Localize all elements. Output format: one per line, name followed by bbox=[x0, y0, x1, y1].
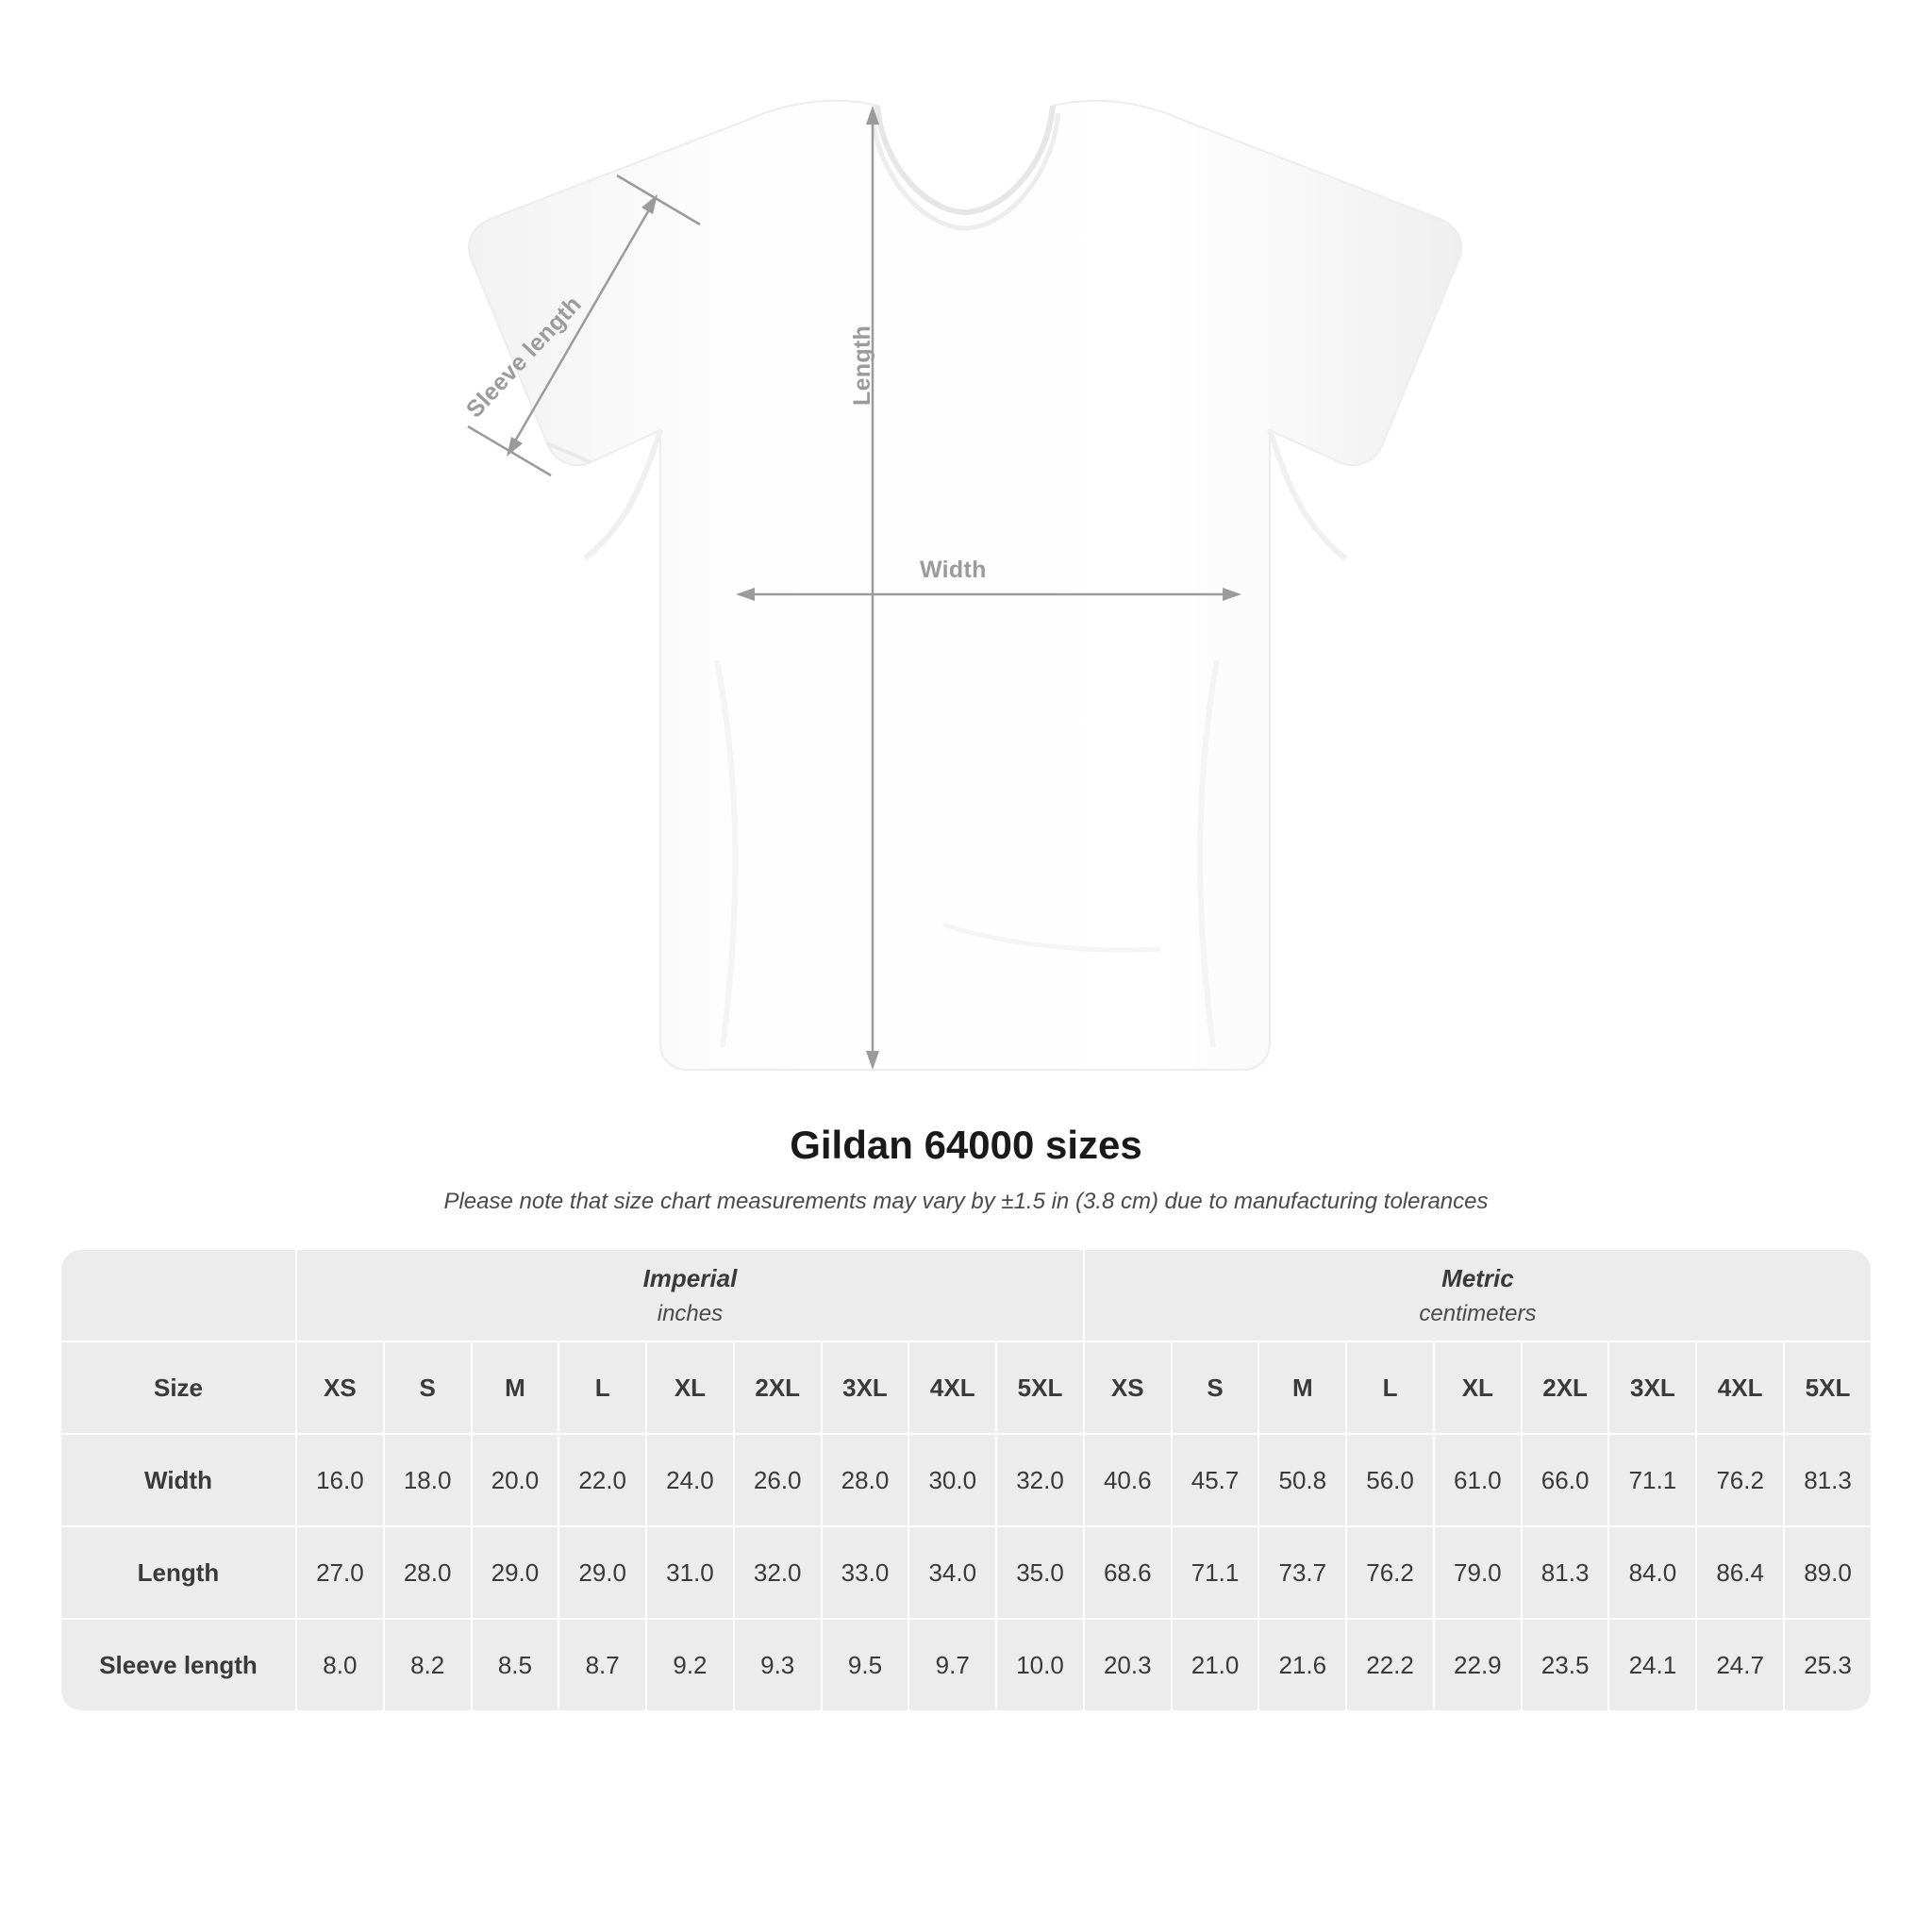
measurement-cell: 71.1 bbox=[1608, 1434, 1696, 1526]
size-column-header: S bbox=[384, 1341, 472, 1434]
measurement-cell: 73.7 bbox=[1258, 1526, 1346, 1619]
measurement-row-label: Length bbox=[60, 1526, 296, 1619]
measurement-row-label: Sleeve length bbox=[60, 1619, 296, 1711]
size-header-row bbox=[60, 1341, 1872, 1434]
measurement-cell: 79.0 bbox=[1434, 1526, 1522, 1619]
size-column-header: XS bbox=[1084, 1341, 1172, 1434]
size-column-header: 2XL bbox=[1522, 1341, 1609, 1434]
measurement-cell: 8.7 bbox=[558, 1619, 646, 1711]
sleeve-length-label: Sleeve length bbox=[460, 291, 587, 424]
measurement-cell: 20.3 bbox=[1084, 1619, 1172, 1711]
unit-group-subtitle: inches bbox=[657, 1300, 724, 1326]
unit-group-header bbox=[1084, 1249, 1872, 1341]
size-column-header: 3XL bbox=[1608, 1341, 1696, 1434]
table-row bbox=[60, 1526, 1872, 1619]
measurement-cell: 29.0 bbox=[472, 1526, 559, 1619]
tshirt-shape bbox=[469, 101, 1461, 1070]
measurement-cell: 21.0 bbox=[1172, 1619, 1259, 1711]
measurement-cell: 66.0 bbox=[1522, 1434, 1609, 1526]
measurement-cell: 31.0 bbox=[646, 1526, 734, 1619]
measurement-cell: 30.0 bbox=[908, 1434, 996, 1526]
size-column-header: XS bbox=[296, 1341, 384, 1434]
measurement-cell: 9.7 bbox=[908, 1619, 996, 1711]
measurement-cell: 21.6 bbox=[1258, 1619, 1346, 1711]
measurement-row-label: Width bbox=[60, 1434, 296, 1526]
measurement-cell: 61.0 bbox=[1434, 1434, 1522, 1526]
size-column-header: 5XL bbox=[1784, 1341, 1872, 1434]
title-block bbox=[0, 1123, 1932, 1215]
size-column-header: M bbox=[1258, 1341, 1346, 1434]
measurement-cell: 9.3 bbox=[734, 1619, 822, 1711]
unit-group-header bbox=[296, 1249, 1084, 1341]
measurement-cell: 18.0 bbox=[384, 1434, 472, 1526]
size-column-header: S bbox=[1172, 1341, 1259, 1434]
measurement-cell: 24.1 bbox=[1608, 1619, 1696, 1711]
unit-group-subtitle: centimeters bbox=[1419, 1300, 1537, 1326]
unit-group-name: Imperial bbox=[642, 1263, 738, 1292]
measurement-cell: 34.0 bbox=[908, 1526, 996, 1619]
measurement-cell: 35.0 bbox=[996, 1526, 1084, 1619]
measurement-cell: 8.0 bbox=[296, 1619, 384, 1711]
size-column-header: L bbox=[1346, 1341, 1434, 1434]
length-label: Length bbox=[849, 325, 875, 406]
size-column-header: 2XL bbox=[734, 1341, 822, 1434]
unit-header-row bbox=[60, 1249, 1872, 1341]
measurement-cell: 26.0 bbox=[734, 1434, 822, 1526]
measurement-cell: 76.2 bbox=[1696, 1434, 1784, 1526]
measurement-cell: 9.5 bbox=[822, 1619, 909, 1711]
measurement-cell: 76.2 bbox=[1346, 1526, 1434, 1619]
size-chart-table bbox=[60, 1249, 1872, 1711]
size-column-header: XL bbox=[646, 1341, 734, 1434]
measurement-cell: 89.0 bbox=[1784, 1526, 1872, 1619]
tolerance-note: Please note that size chart measurements may vary by ±1.5 in (3.8 cm) due to manufacturing tolerances bbox=[443, 1189, 1489, 1214]
size-table-wrapper bbox=[60, 1249, 1872, 1711]
measurement-cell: 22.9 bbox=[1434, 1619, 1522, 1711]
measurement-cell: 24.7 bbox=[1696, 1619, 1784, 1711]
size-column-header: 5XL bbox=[996, 1341, 1084, 1434]
measurement-cell: 50.8 bbox=[1258, 1434, 1346, 1526]
measurement-cell: 32.0 bbox=[734, 1526, 822, 1619]
measurement-cell: 84.0 bbox=[1608, 1526, 1696, 1619]
measurement-cell: 8.5 bbox=[472, 1619, 559, 1711]
size-header-label: Size bbox=[60, 1341, 296, 1434]
page-title: Gildan 64000 sizes bbox=[790, 1123, 1142, 1167]
size-column-header: 3XL bbox=[822, 1341, 909, 1434]
width-label: Width bbox=[920, 557, 987, 583]
size-column-header: L bbox=[558, 1341, 646, 1434]
measurement-cell: 28.0 bbox=[822, 1434, 909, 1526]
measurement-cell: 27.0 bbox=[296, 1526, 384, 1619]
table-corner-cell bbox=[60, 1249, 296, 1341]
measurement-cell: 81.3 bbox=[1784, 1434, 1872, 1526]
measurement-cell: 86.4 bbox=[1696, 1526, 1784, 1619]
measurement-cell: 16.0 bbox=[296, 1434, 384, 1526]
measurement-cell: 68.6 bbox=[1084, 1526, 1172, 1619]
table-row bbox=[60, 1434, 1872, 1526]
measurement-cell: 32.0 bbox=[996, 1434, 1084, 1526]
measurement-cell: 28.0 bbox=[384, 1526, 472, 1619]
size-column-header: 4XL bbox=[908, 1341, 996, 1434]
table-row bbox=[60, 1619, 1872, 1711]
measurement-cell: 8.2 bbox=[384, 1619, 472, 1711]
measurement-cell: 33.0 bbox=[822, 1526, 909, 1619]
unit-group-name: Metric bbox=[1441, 1263, 1514, 1292]
size-column-header: XL bbox=[1434, 1341, 1522, 1434]
measurement-cell: 10.0 bbox=[996, 1619, 1084, 1711]
measurement-cell: 22.2 bbox=[1346, 1619, 1434, 1711]
measurement-cell: 40.6 bbox=[1084, 1434, 1172, 1526]
measurement-cell: 56.0 bbox=[1346, 1434, 1434, 1526]
measurement-cell: 25.3 bbox=[1784, 1619, 1872, 1711]
measurement-cell: 24.0 bbox=[646, 1434, 734, 1526]
measurement-cell: 23.5 bbox=[1522, 1619, 1609, 1711]
size-column-header: 4XL bbox=[1696, 1341, 1784, 1434]
measurement-cell: 81.3 bbox=[1522, 1526, 1609, 1619]
measurement-cell: 22.0 bbox=[558, 1434, 646, 1526]
measurement-cell: 45.7 bbox=[1172, 1434, 1259, 1526]
measurement-cell: 9.2 bbox=[646, 1619, 734, 1711]
measurement-cell: 20.0 bbox=[472, 1434, 559, 1526]
size-column-header: M bbox=[472, 1341, 559, 1434]
measurement-cell: 71.1 bbox=[1172, 1526, 1259, 1619]
measurement-cell: 29.0 bbox=[558, 1526, 646, 1619]
